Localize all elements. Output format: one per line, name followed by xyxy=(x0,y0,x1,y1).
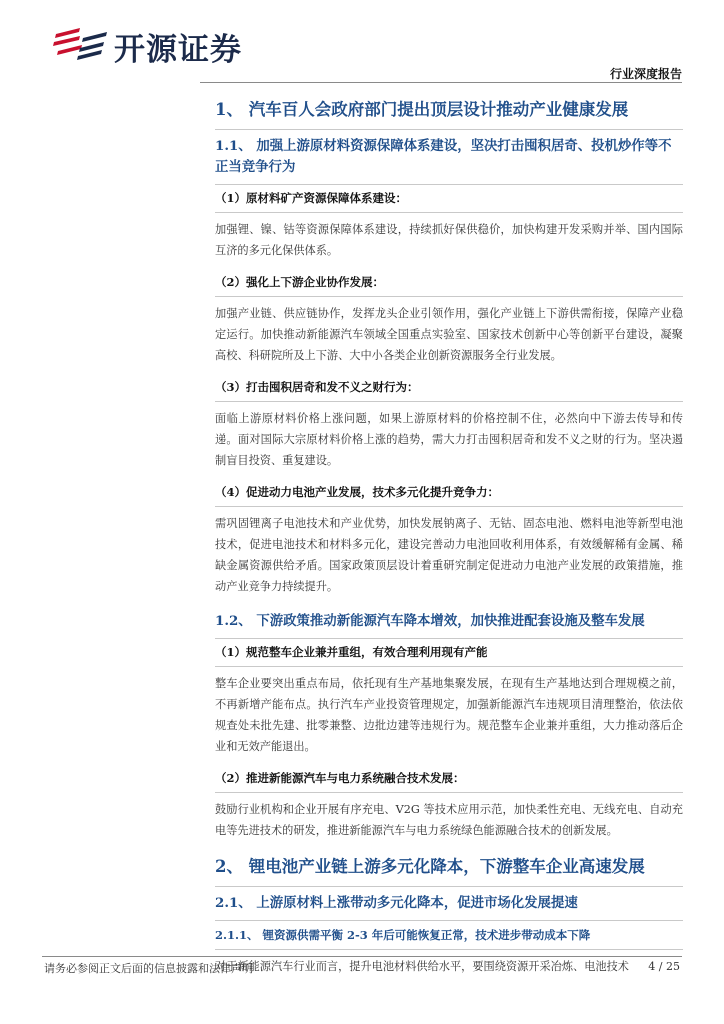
section-heading: 1、 汽车百人会政府部门提出顶层设计推动产业健康发展 xyxy=(215,92,683,130)
subsection-heading: 1.2、 下游政策推动新能源汽车降本增效，加快推进配套设施及整车发展 xyxy=(215,605,683,639)
subsection-heading: 1.1、 加强上游原材料资源保障体系建设，坚决打击囤积居奇、投机炒作等不正当竞争行为 xyxy=(215,130,683,185)
kaiyuan-logo-icon xyxy=(50,18,112,68)
body-paragraph: 加强产业链、供应链协作，发挥龙头企业引领作用，强化产业链上下游供需衔接，保障产业稳定运行。加快推动新能源汽车领域全国重点实验室、国家技术创新中心等创新平台建设，凝聚高校、科研院所及上下游、大中小各类企业创新资源服务全行业发展。 xyxy=(215,307,683,362)
topic-heading: （1）规范整车企业兼并重组，有效合理利用现有产能 xyxy=(215,639,683,667)
body-paragraph: 整车企业要突出重点布局，依托现有生产基地集聚发展，在现有生产基地达到合理规模之前，不再新增产能布点。执行汽车产业投资管理规定，加强新能源汽车违规项目清理整治，依法依规查处未批先建、批零兼整、边批边建等违规行为。规范整车企业兼并重组，大力推动落后企业和无效产能退出。 xyxy=(215,677,683,753)
sub-subsection-heading: 2.1.1、 锂资源供需平衡 2-3 年后可能恢复正常，技术进步带动成本下降 xyxy=(215,921,683,950)
footer-disclaimer: 请务必参阅正文后面的信息披露和法律声明 xyxy=(44,962,253,975)
subsection-heading: 2.1、 上游原材料上涨带动多元化降本，促进市场化发展提速 xyxy=(215,887,683,921)
topic-heading: （3）打击囤积居奇和发不义之财行为： xyxy=(215,374,683,402)
header-divider xyxy=(200,82,682,83)
logo-text: 开源证券 xyxy=(114,32,242,68)
topic-heading: （4）促进动力电池产业发展，技术多元化提升竞争力： xyxy=(215,479,683,507)
body-paragraph: 加强锂、镍、钴等资源保障体系建设，持续抓好保供稳价，加快构建开发采购并举、国内国际互济的多元化保供体系。 xyxy=(215,223,683,257)
body-paragraph: 对于新能源汽车行业而言，提升电池材料供给水平，要围绕资源开采冶炼、电池技术 xyxy=(215,960,629,973)
body-paragraph: 鼓励行业机构和企业开展有序充电、V2G 等技术应用示范，加快柔性充电、无线充电、自动充电等先进技术的研发，推进新能源汽车与电力系统绿色能源融合技术的创新发展。 xyxy=(215,803,683,837)
body-paragraph: 需巩固锂离子电池技术和产业优势，加快发展钠离子、无钴、固态电池、燃料电池等新型电池技术，促进电池技术和材料多元化，建设完善动力电池回收利用体系，有效缓解稀有金属、稀缺金属资源供给矛盾。国家政策顶层设计着重研究制定促进动力电池产业发展的政策措施，推动产业竞争力持续提升。 xyxy=(215,517,683,593)
company-logo xyxy=(50,18,290,68)
report-type-label: 行业深度报告 xyxy=(609,67,682,81)
document-body xyxy=(215,92,683,985)
body-paragraph: 面临上游原材料价格上涨问题，如果上游原材料的价格控制不住，必然向中下游去传导和传递。面对国际大宗原材料价格上涨的趋势，需大力打击囤积居奇和发不义之财的行为。坚决遏制盲目投资、重复建设。 xyxy=(215,412,683,467)
topic-heading: （2）推进新能源汽车与电力系统融合技术发展： xyxy=(215,765,683,793)
topic-heading: （1）原材料矿产资源保障体系建设： xyxy=(215,185,683,213)
page-number: 4 / 25 xyxy=(648,960,680,973)
section-heading: 2、 锂电池产业链上游多元化降本，下游整车企业高速发展 xyxy=(215,849,683,887)
footer-divider xyxy=(42,956,682,957)
topic-heading: （2）强化上下游企业协作发展： xyxy=(215,269,683,297)
